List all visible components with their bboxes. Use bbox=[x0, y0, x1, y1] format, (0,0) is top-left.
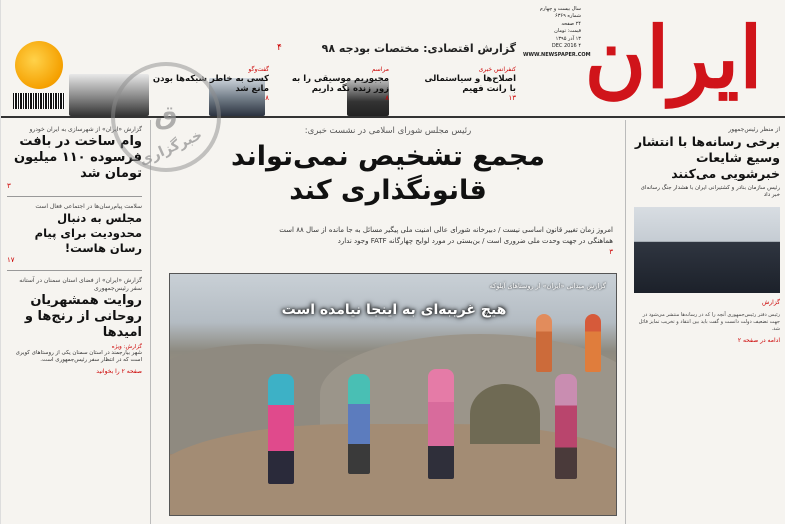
teaser-headline: کسی به خاطر شبکه‌ها بودن مانع شد bbox=[152, 74, 269, 94]
main-headline[interactable] bbox=[173, 140, 603, 208]
issue-info bbox=[523, 6, 591, 60]
main-bullets bbox=[163, 225, 613, 258]
teaser-kicker: کنفرانس خبری bbox=[478, 66, 516, 73]
teaser-1[interactable] bbox=[421, 66, 516, 116]
continue-link[interactable]: ادامه در صفحه ۲ bbox=[737, 337, 780, 344]
issue-line: شماره ۶۳۶۹ bbox=[555, 13, 581, 20]
left-headline-1[interactable]: وام ساخت در بافت فرسوده ۱۱۰ میلیون تومان شد bbox=[14, 134, 142, 181]
page-number: ۴ bbox=[277, 43, 282, 53]
main-headline-line: قانونگذاری کند bbox=[289, 175, 487, 206]
main-photo[interactable] bbox=[169, 273, 617, 516]
bullet-item: هماهنگی در جهت وحدت ملی ضروری است / بن‌بستی در مورد لوایح چهارگانه FATF وجود ندارد bbox=[337, 237, 613, 245]
person-figure bbox=[536, 314, 552, 372]
left-kicker-1: گزارش «ایران» از شهرسازی به ایران خودرو bbox=[29, 126, 142, 133]
person-figure bbox=[585, 314, 601, 372]
issue-line: قیمت: تومان bbox=[554, 28, 581, 35]
watermark-text: خبرگزاری bbox=[137, 127, 205, 169]
teaser-page: ۸ bbox=[265, 94, 269, 102]
watermark-logo: ق bbox=[111, 62, 221, 172]
newspaper-logo[interactable]: ایران bbox=[584, 8, 763, 107]
issue-line: سال بیست و چهارم bbox=[539, 6, 581, 12]
right-body: رئیس دفتر رئیس‌جمهوری آنچه را که در رسانه‌ها منتشر می‌شود در جهت تضعیف دولت دانست و گفت باید بین انتقاد و تخریب تمایز قائل شد. bbox=[638, 312, 780, 332]
teaser-2[interactable] bbox=[279, 66, 389, 116]
page-number: ۱۷ bbox=[7, 256, 15, 264]
bullet-item: امروز زمان تغییر قانون اساسی نیست / دبیرخانه شورای عالی امنیت ملی پیگیر مسائل به جا مانده از سال ۸۸ است bbox=[279, 226, 613, 234]
main-headline-line: مجمع تشخیص نمی‌تواند bbox=[230, 141, 546, 172]
left-kicker-3: گزارش «ایران» از فضای استان سمنان در آستانه سفر رئیس‌جمهوری bbox=[19, 277, 142, 292]
divider bbox=[7, 270, 142, 271]
person-figure bbox=[428, 369, 454, 479]
continue-link[interactable]: صفحه ۲ را بخوانید bbox=[96, 368, 142, 375]
top-story-teaser[interactable]: گزارش اقتصادی: مختصات بودجه ۹۸ bbox=[321, 42, 516, 55]
person-figure bbox=[268, 374, 294, 484]
divider bbox=[7, 196, 142, 197]
person-figure bbox=[555, 374, 577, 479]
main-kicker: رئیس مجلس شورای اسلامی در نشست خبری: bbox=[304, 126, 472, 136]
page-number: ۳ bbox=[609, 248, 613, 256]
person-figure bbox=[348, 374, 370, 474]
right-headline[interactable]: برخی رسانه‌ها با انتشار وسیع شایعات خبرشویی می‌کنند bbox=[634, 134, 780, 181]
page-number: ۳ bbox=[7, 182, 11, 190]
teaser-kicker: مراسم bbox=[371, 66, 389, 73]
teaser-headline: اصلاح‌ها و سیاستمالی با رانت فهیم bbox=[424, 74, 516, 94]
left-kicker-2: سلامت پیام‌رسان‌ها در اجتماعی فعال است bbox=[35, 203, 142, 210]
byline: گزارش: ویژه bbox=[111, 344, 142, 350]
teaser-page: ۱۳ bbox=[508, 94, 516, 102]
article-excerpt: شهر بیارجمند در استان سمنان یکی از روستاهای کویری است که در انتظار سفر رئیس‌جمهوری است. bbox=[15, 350, 142, 363]
right-subhead: رئیس سازمان بنادر و کشتیرانی ایران با هشدار جنگ رسانه‌ای خبر داد bbox=[640, 185, 780, 198]
website-url[interactable]: WWW.NEWSPAPER.COM bbox=[523, 52, 591, 59]
left-column bbox=[1, 120, 151, 524]
main-story bbox=[153, 120, 623, 524]
left-headline-3[interactable]: روایت همشهریان روحانی از رنج‌ها و امیدها bbox=[24, 293, 142, 340]
section-label: گزارش bbox=[761, 299, 780, 306]
tree bbox=[470, 384, 540, 444]
photo-caption: هیچ غریبه‌ای به اینجا نیامده است bbox=[281, 302, 507, 318]
issue-line: ۲۴ صفحه bbox=[561, 20, 581, 27]
barcode-icon bbox=[13, 93, 65, 109]
issue-line: ۴ DEC 2016 bbox=[551, 43, 581, 50]
ground bbox=[169, 424, 617, 516]
right-photo[interactable] bbox=[634, 207, 780, 293]
teaser-headline: مجبوریم موسیقی را به زور زنده نگه داریم bbox=[291, 74, 389, 94]
photo-kicker: گزارش میدانی «ایران» از روستاهای آیلوکه bbox=[489, 282, 606, 290]
teaser-kicker: گفت‌وگو bbox=[248, 66, 269, 73]
sun-icon bbox=[15, 41, 63, 89]
teaser-page: ۸ bbox=[385, 94, 389, 102]
issue-line: ۱۳ آذر ۱۳۹۵ bbox=[555, 35, 581, 42]
right-kicker: از منظر رئیس‌جمهور bbox=[728, 126, 780, 133]
right-column bbox=[625, 120, 785, 524]
left-headline-2[interactable]: مجلس به دنبال محدودیت برای پیام رسان هاست! bbox=[34, 211, 142, 255]
